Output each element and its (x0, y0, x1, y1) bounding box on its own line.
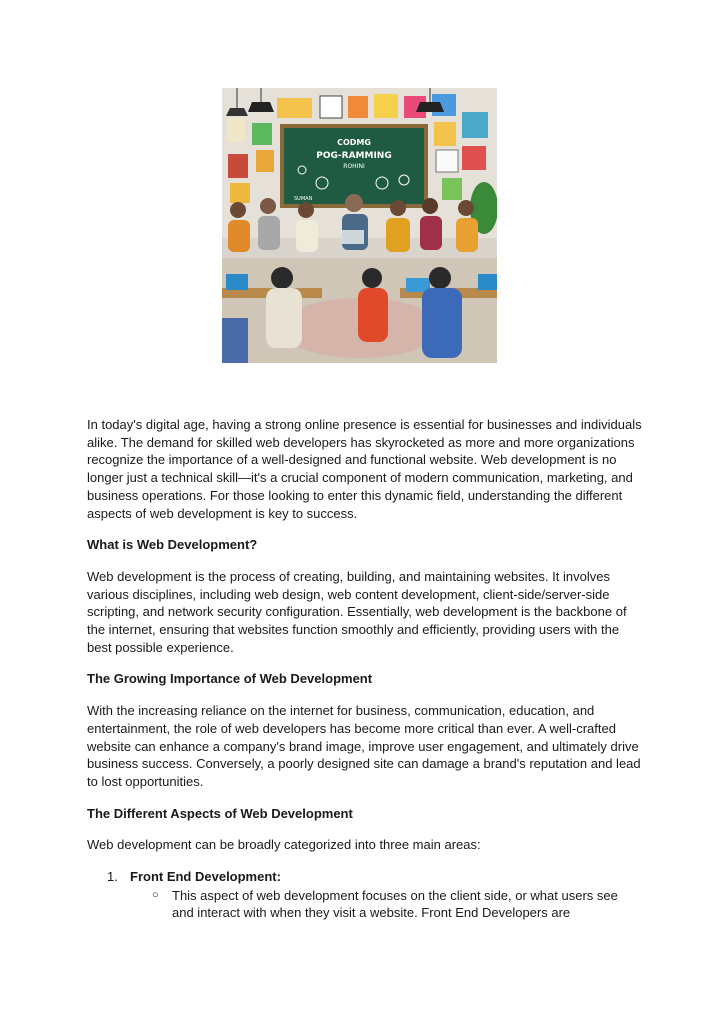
intro-paragraph: In today's digital age, having a strong online presence is essential for businesses and individuals alike. The demand for skilled web developers has skyrocketed as more and more organizations recognize the importance of a well-designed and functional website. Web development is no longer just a technical skill—it's a crucial component of modern communication, marketing, and business operations. For those looking to enter this dynamic field, understanding the different aspects of web development is key to success. (87, 417, 642, 521)
hero-image (222, 88, 497, 363)
board-line-3: ROHINI (343, 163, 365, 170)
section-heading-what-is: What is Web Development? (87, 537, 258, 553)
section-heading-aspects: The Different Aspects of Web Development (87, 805, 353, 821)
section-body-what-is: Web development is the process of creating, building, and maintaining websites. It involves various disciplines, including web design, web content development, client-side/server-side scripting, and network security configuration. Essentially, web development is the backbone of the internet, ensuring that websites function smoothly and efficiently, providing users with the best possible experience. (87, 568, 627, 655)
list-item (87, 868, 643, 922)
list-number: 1. (107, 869, 118, 885)
section-heading-importance: The Growing Importance of Web Development (87, 671, 373, 687)
sub-list-item (130, 887, 643, 922)
board-line-2: POG-RAMMING (316, 151, 392, 161)
section-body-importance: With the increasing reliance on the internet for business, communication, education, and entertainment, the role of web developers has become more critical than ever. A well-crafted website can enhance a company's brand image, improve user engagement, and ultimately drive business success. Conversely, a poorly designed site can damage a brand's reputation and lead to lost opportunities. (87, 703, 641, 789)
article-body (87, 416, 643, 922)
section-body-aspects: Web development can be broadly categorized into three main areas: (87, 837, 481, 853)
board-bottom-label: SUMAN (294, 196, 313, 202)
aspects-list (87, 868, 643, 922)
board-line-1: CODMG (337, 138, 371, 147)
sub-list-text: This aspect of web development focuses on the client side, or what users see and interact with when they visit a website. Front End Developers are (172, 887, 618, 921)
bullet-icon: ○ (152, 888, 159, 901)
classroom-illustration (222, 88, 497, 363)
list-item-title: Front End Development: (130, 869, 281, 885)
